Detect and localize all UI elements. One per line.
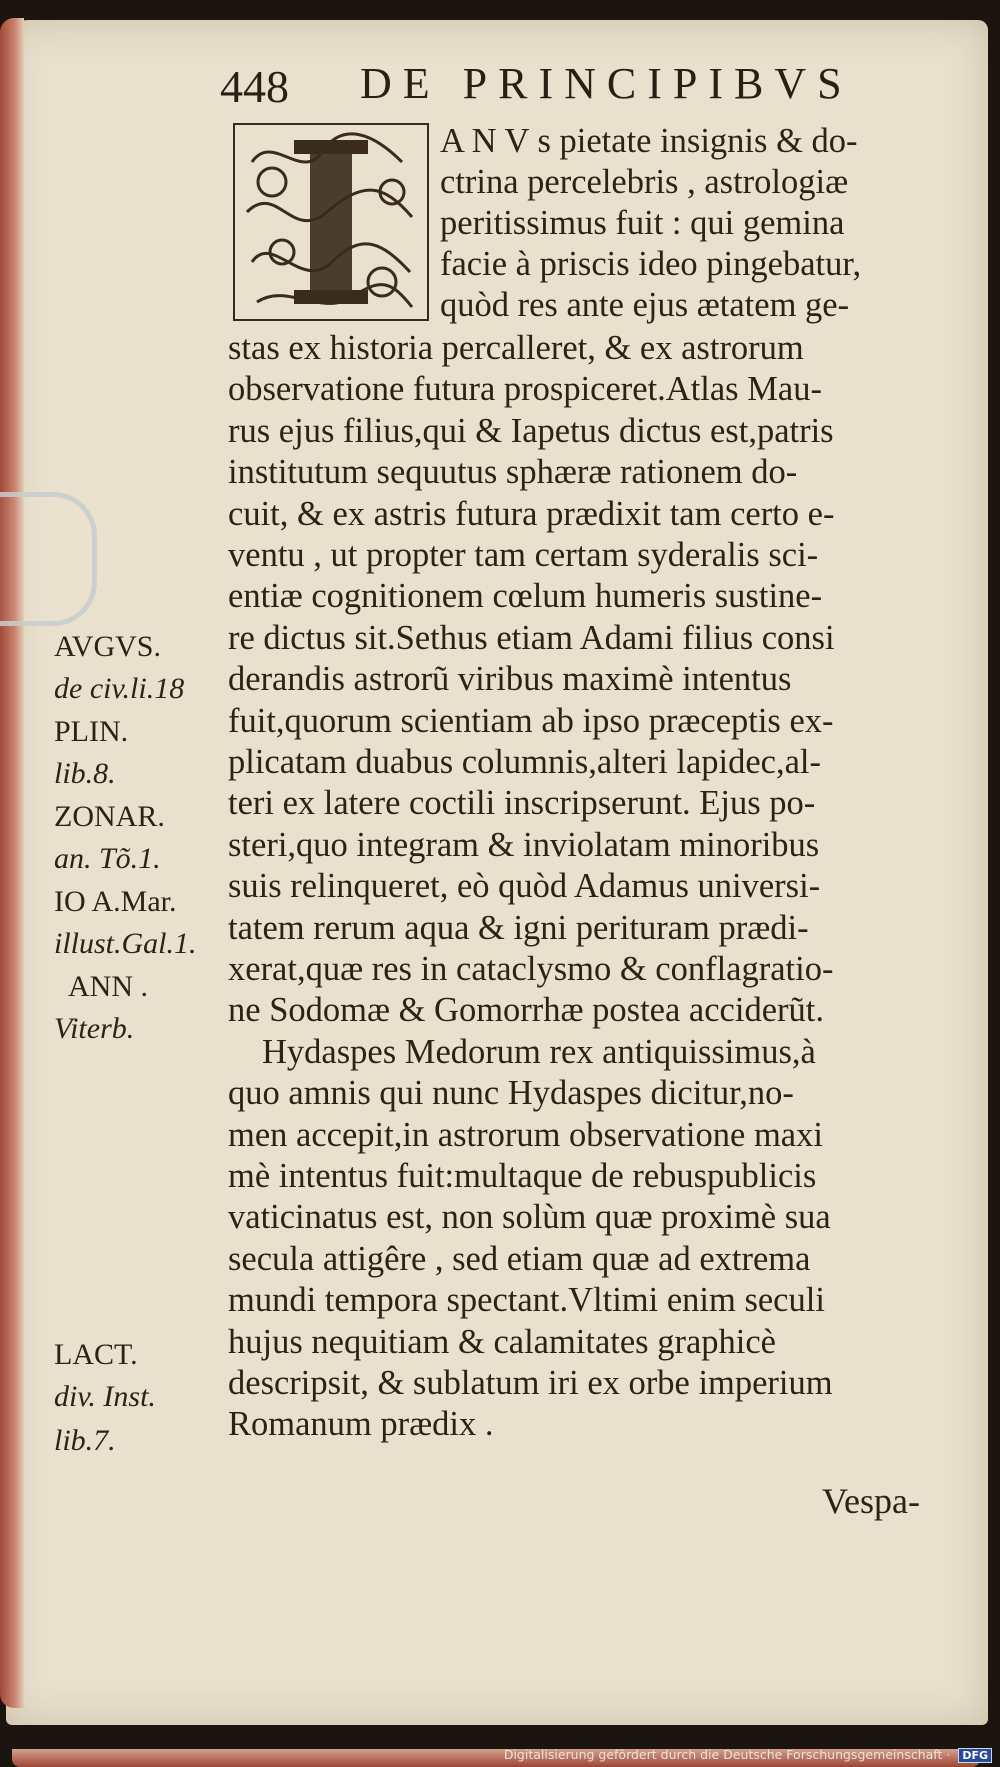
margin-note: AVGVS. <box>54 630 161 663</box>
text-line: secula attigêre , sed etiam quæ ad extrema <box>228 1239 811 1278</box>
margin-note: ANN . <box>68 970 148 1003</box>
text-line: peritissimus fuit : qui gemina <box>440 204 845 242</box>
text-line: steri,quo integram & inviolatam minoribus <box>228 825 820 864</box>
text-line: tatem rerum aqua & igni perituram prædi- <box>228 908 809 947</box>
text-line: facie à priscis ideo pingebatur, <box>440 245 862 283</box>
text-line: men accepit,in astrorum observatione maxi <box>228 1115 823 1154</box>
text-line: rus ejus filius,qui & Iapetus dictus est,patris <box>228 411 834 450</box>
text-line: descripsit, & sublatum iri ex orbe imperium <box>228 1364 833 1402</box>
page-edge-left <box>0 18 24 1708</box>
footer-credit <box>504 1747 992 1763</box>
text-line: observatione futura prospiceret.Atlas Mau- <box>228 370 822 409</box>
margin-note: PLIN. <box>54 715 129 748</box>
text-line: fuit,quorum scientiam ab ipso præceptis ex- <box>228 701 834 740</box>
text-line: ne Sodomæ & Gomorrhæ postea acciderũt. <box>228 991 824 1030</box>
page-number: 448 <box>220 61 289 112</box>
margin-note: Viterb. <box>54 1012 135 1045</box>
text-line: vaticinatus est, non solùm quæ proximè sua <box>228 1198 831 1237</box>
text-line: ventu , ut propter tam certam syderalis sci- <box>228 536 819 574</box>
catchword: Vespa- <box>822 1481 920 1521</box>
page-title: DE PRINCIPIBVS <box>360 59 853 108</box>
running-head <box>210 44 940 114</box>
margin-note: IO A.Mar. <box>54 885 177 918</box>
text-line: cuit, & ex astris futura prædixit tam certo e- <box>228 494 835 533</box>
margin-note: an. Tõ.1. <box>54 842 161 875</box>
text-line: quo amnis qui nunc Hydaspes dicitur,no- <box>228 1074 794 1113</box>
footer-text: Digitalisierung gefördert durch die Deutsche Forschungsgemeinschaft · <box>503 1747 951 1762</box>
margin-note: de civ.li.18 <box>54 672 185 705</box>
text-line: Romanum prædix . <box>228 1405 494 1444</box>
text-line: mundi tempora spectant.Vltimi enim seculi <box>228 1281 825 1320</box>
text-line: mè intentus fuit:multaque de rebuspublicis <box>228 1157 817 1195</box>
text-line: xerat,quæ res in cataclysmo & conflagratio- <box>228 950 834 988</box>
decorated-initial-i <box>232 122 430 322</box>
text-line: teri ex latere coctili inscripserunt. Ejus po- <box>228 784 816 823</box>
text-line: derandis astrorũ viribus maximè intentus <box>228 660 792 699</box>
dfg-logo: DFG <box>958 1748 992 1763</box>
text-line: entiæ cognitionem cœlum humeris sustine- <box>228 577 823 616</box>
text-line: institutum sequutus sphæræ rationem do- <box>228 453 798 492</box>
margin-note: lib.7. <box>54 1424 116 1457</box>
text-line: quòd res ante ejus ætatem ge- <box>440 286 850 324</box>
page-clip <box>0 492 97 626</box>
margin-note: ZONAR. <box>54 800 165 833</box>
margin-note: lib.8. <box>54 757 116 790</box>
text-line: plicatam duabus columnis,alteri lapidec,al- <box>228 743 822 781</box>
text-line: A N V s pietate insignis & do- <box>440 122 858 160</box>
margin-note: illust.Gal.1. <box>54 927 197 960</box>
text-line: Hydaspes Medorum rex antiquissimus,à <box>262 1032 816 1071</box>
margin-note: div. Inst. <box>54 1380 156 1413</box>
text-line: ctrina percelebris , astrologiæ <box>440 163 849 201</box>
text-line: re dictus sit.Sethus etiam Adami filius consi <box>228 618 835 657</box>
margin-note: LACT. <box>54 1338 138 1371</box>
text-line: hujus nequitiam & calamitates graphicè <box>228 1322 776 1361</box>
text-line: suis relinqueret, eò quòd Adamus universi- <box>228 867 821 906</box>
text-line: stas ex historia percalleret, & ex astrorum <box>228 329 804 367</box>
